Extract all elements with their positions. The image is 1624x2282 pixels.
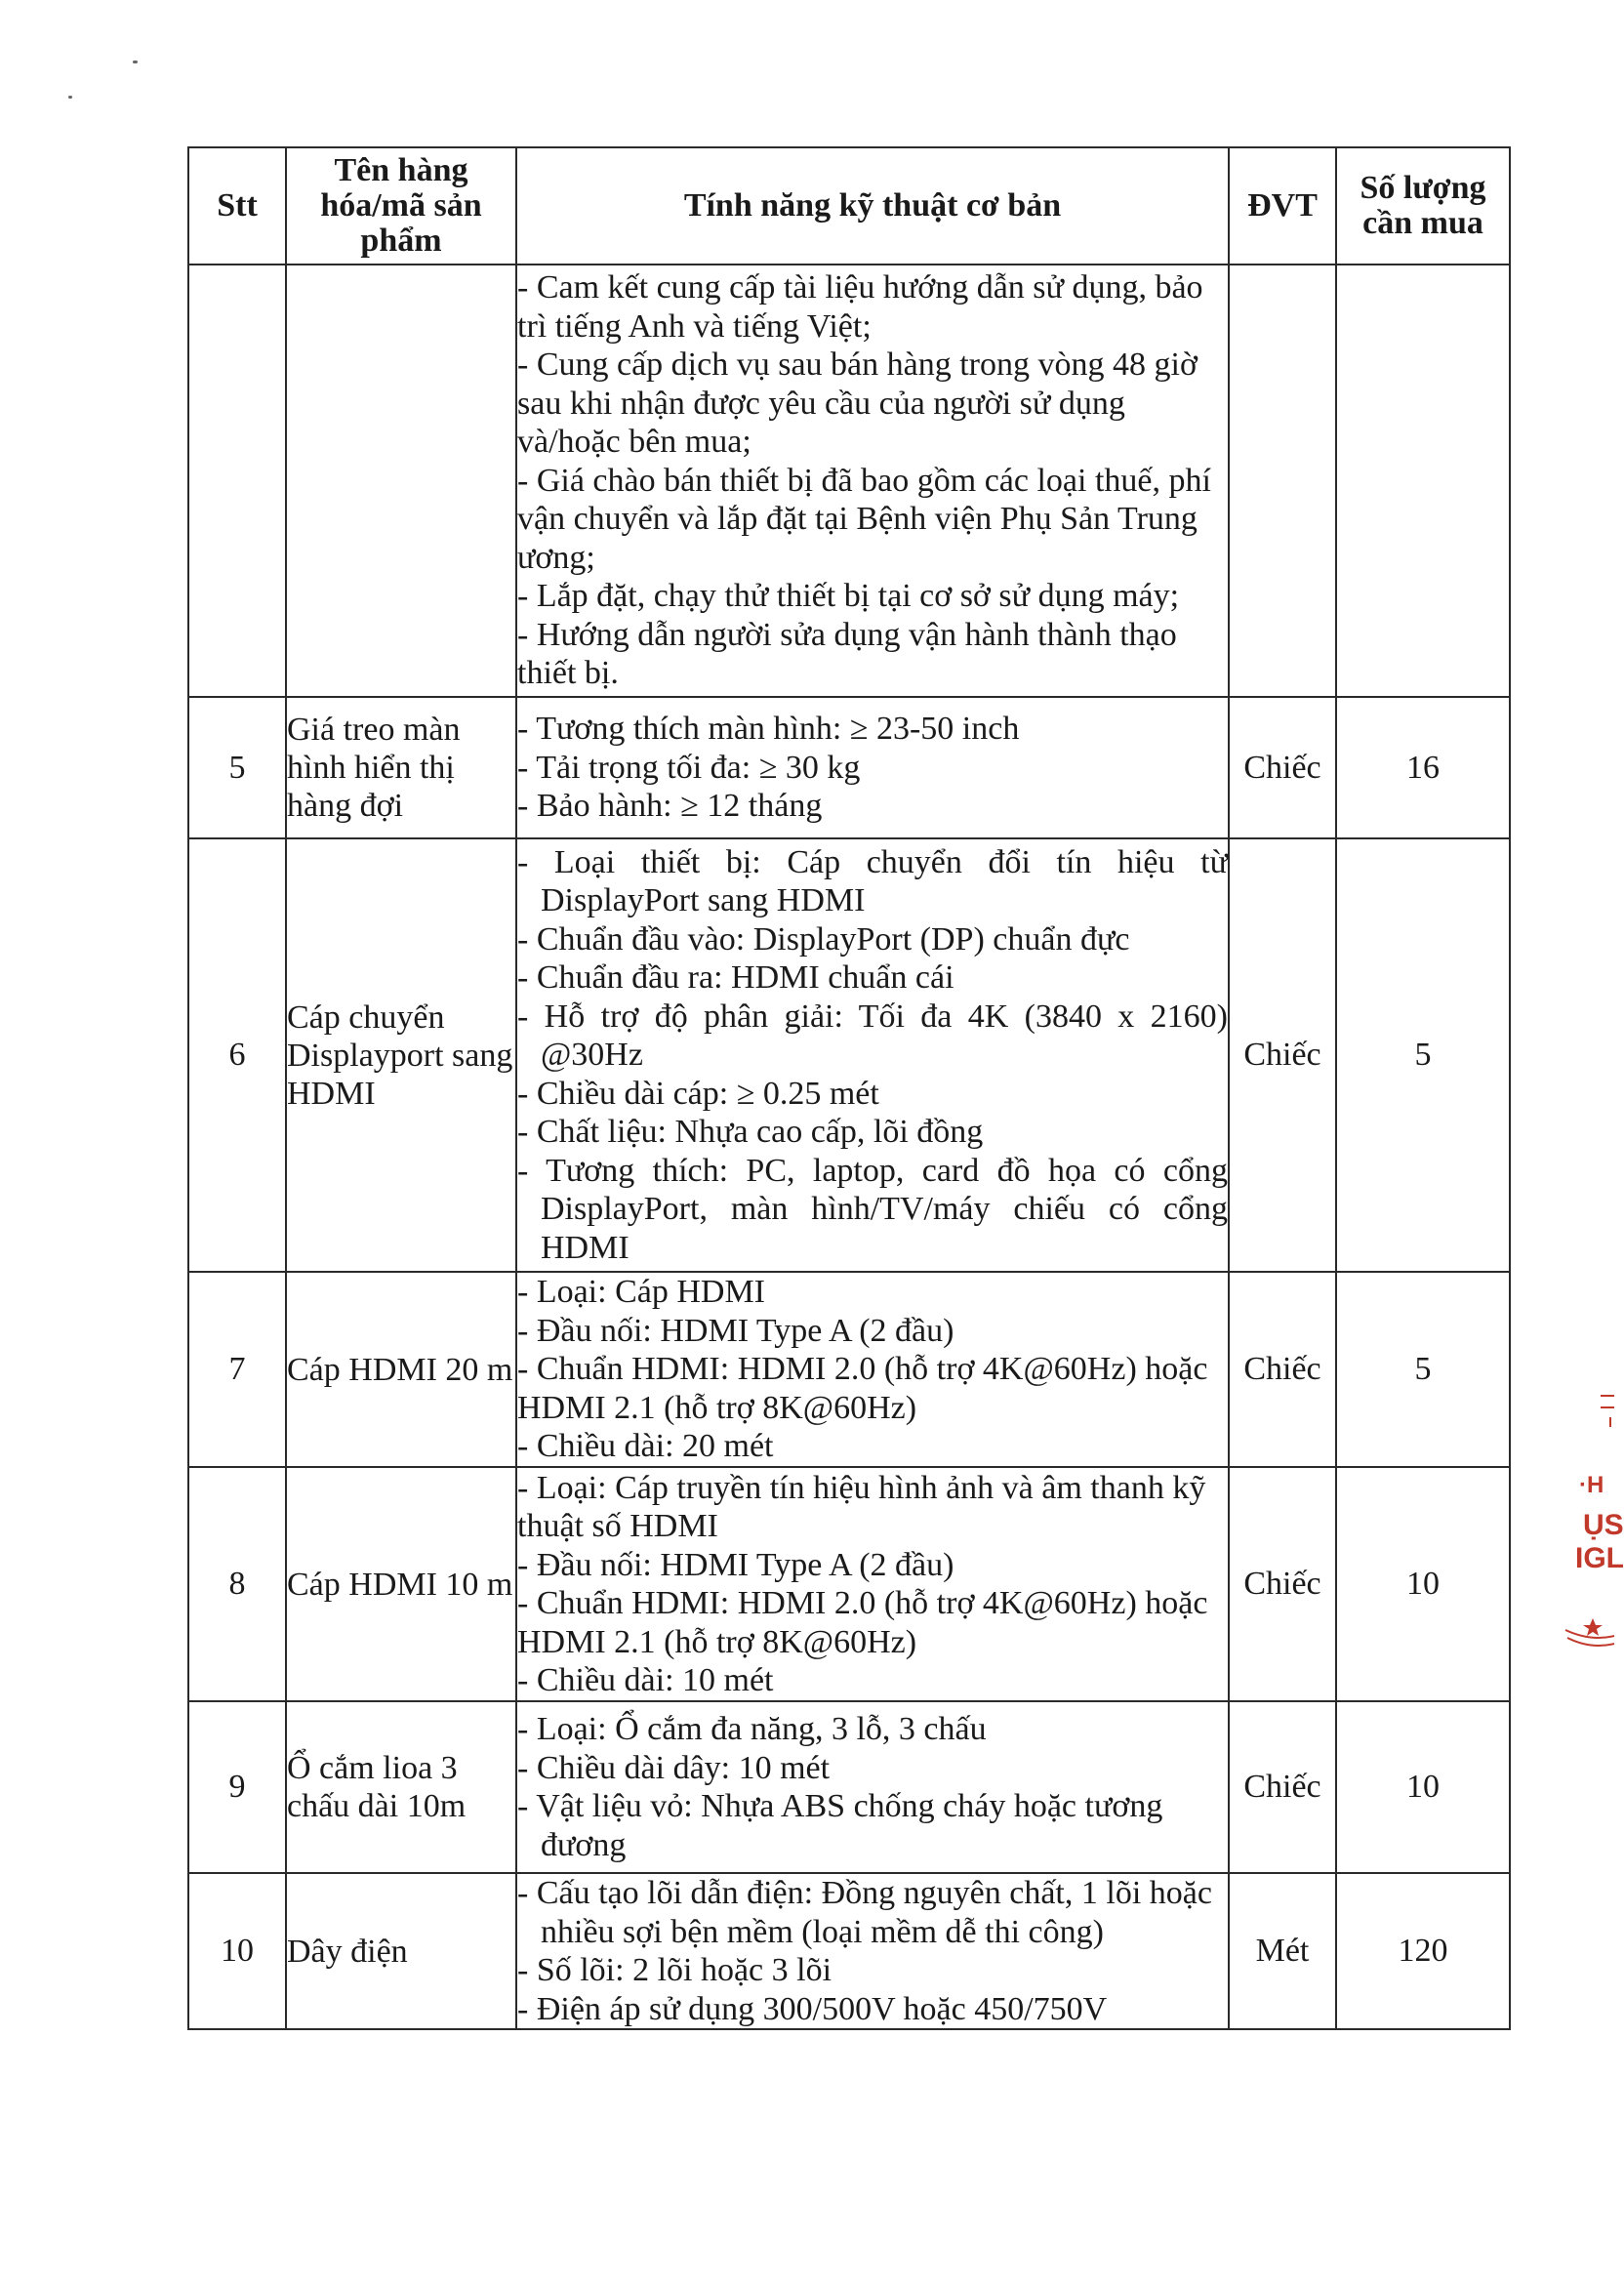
spec-line: - Cấu tạo lõi dẫn điện: Đồng nguyên chất, 1 lõi hoặc nhiều sợi bện mềm (loại mềm dễ thi công) [517, 1875, 1212, 1950]
cell-unit [1229, 265, 1336, 697]
spec-line: - Cung cấp dịch vụ sau bán hàng trong vòng 48 giờ sau khi nhận được yêu cầu của người sử dụng và/hoặc bên mua; [517, 346, 1198, 461]
cell-name: Cáp chuyển Displayport sang HDMI [286, 838, 516, 1272]
spec-line: - Tương thích màn hình: ≥ 23-50 inch [517, 711, 1020, 748]
cell-qty: 5 [1336, 838, 1510, 1272]
spec-line: - Chiều dài: 20 mét [517, 1428, 774, 1465]
spec-line: - Số lõi: 2 lõi hoặc 3 lõi [517, 1952, 832, 1988]
spec-line: - Tương thích: PC, laptop, card đồ họa có cổng DisplayPort, màn hình/TV/máy chiếu có cổng HDMI [517, 1152, 1228, 1266]
cell-stt: 7 [188, 1272, 286, 1467]
spec-line: - Loại thiết bị: Cáp chuyển đổi tín hiệu từ DisplayPort sang HDMI [517, 843, 1228, 919]
cell-name: Ổ cắm lioa 3 chấu dài 10m [286, 1701, 516, 1873]
spec-table [187, 146, 1511, 2030]
stamp-text: ·H [1579, 1472, 1604, 1498]
spec-line: - Lắp đặt, chạy thử thiết bị tại cơ sở sử dụng máy; [517, 578, 1180, 615]
spec-line: - Giá chào bán thiết bị đã bao gồm các loại thuế, phí vận chuyển và lắp đặt tại Bệnh viện Phụ Sản Trung ương; [517, 462, 1211, 576]
spec-line: - Hỗ trợ độ phân giải: Tối đa 4K (3840 x 2160) @30Hz [517, 998, 1228, 1074]
cell-unit: Chiếc [1229, 1701, 1336, 1873]
cell-qty: 5 [1336, 1272, 1510, 1467]
cell-spec [516, 265, 1229, 697]
cell-unit: Mét [1229, 1873, 1336, 2029]
stamp-fragment [1562, 1386, 1624, 1679]
header-spec: Tính năng kỹ thuật cơ bản [516, 147, 1229, 265]
cell-stt [188, 265, 286, 697]
spec-line: - Điện áp sử dụng 300/500V hoặc 450/750V [517, 1990, 1108, 2027]
cell-unit: Chiếc [1229, 838, 1336, 1272]
table-row [188, 1467, 1510, 1701]
spec-line: - Chuẩn đầu vào: DisplayPort (DP) chuẩn đực [517, 920, 1130, 958]
stamp-text: ỤS [1583, 1509, 1624, 1541]
spec-line: - Loại: Cáp HDMI [517, 1274, 766, 1311]
cell-spec [516, 1873, 1229, 2029]
cell-name: Dây điện [286, 1873, 516, 2029]
table-row [188, 1272, 1510, 1467]
cell-qty: 10 [1336, 1467, 1510, 1701]
header-qty: Số lượng cần mua [1336, 147, 1510, 265]
table-header-row [188, 147, 1510, 265]
spec-line: - Hướng dẫn người sửa dụng vận hành thành thạo thiết bị. [517, 616, 1177, 692]
cell-spec [516, 838, 1229, 1272]
scan-speck [133, 61, 138, 63]
spec-line: - Chất liệu: Nhựa cao cấp, lõi đồng [517, 1114, 984, 1151]
spec-line: - Đầu nối: HDMI Type A (2 đầu) [517, 1312, 954, 1349]
spec-line: - Chiều dài cáp: ≥ 0.25 mét [517, 1075, 879, 1112]
spec-line: - Vật liệu vỏ: Nhựa ABS chống cháy hoặc tương đương [517, 1788, 1163, 1863]
cell-spec [516, 697, 1229, 838]
spec-line: - Chuẩn đầu ra: HDMI chuẩn cái [517, 959, 954, 997]
cell-stt: 8 [188, 1467, 286, 1701]
spec-line: - Chiều dài: 10 mét [517, 1662, 774, 1698]
cell-unit: Chiếc [1229, 1467, 1336, 1701]
cell-name: Cáp HDMI 20 m [286, 1272, 516, 1467]
cell-unit: Chiếc [1229, 1272, 1336, 1467]
cell-qty: 10 [1336, 1701, 1510, 1873]
table-row [188, 1873, 1510, 2029]
spec-line: - Cam kết cung cấp tài liệu hướng dẫn sử dụng, bảo trì tiếng Anh và tiếng Việt; [517, 269, 1203, 345]
table-row [188, 838, 1510, 1272]
cell-qty [1336, 265, 1510, 697]
spec-line: - Loại: Ổ cắm đa năng, 3 lỗ, 3 chấu [517, 1711, 987, 1747]
cell-spec [516, 1467, 1229, 1701]
table-row-continuation [188, 265, 1510, 697]
table-row [188, 697, 1510, 838]
spec-line: - Đầu nối: HDMI Type A (2 đầu) [517, 1546, 954, 1583]
spec-line: - Loại: Cáp truyền tín hiệu hình ảnh và âm thanh kỹ thuật số HDMI [517, 1469, 1206, 1544]
header-stt: Stt [188, 147, 286, 265]
cell-stt: 5 [188, 697, 286, 838]
table-row [188, 1701, 1510, 1873]
cell-spec [516, 1272, 1229, 1467]
header-name: Tên hàng hóa/mã sản phẩm [286, 147, 516, 265]
cell-name: Cáp HDMI 10 m [286, 1467, 516, 1701]
spec-line: - Chuẩn HDMI: HDMI 2.0 (hỗ trợ 4K@60Hz) hoặc HDMI 2.1 (hỗ trợ 8K@60Hz) [517, 1351, 1208, 1426]
cell-spec [516, 1701, 1229, 1873]
spec-line: - Bảo hành: ≥ 12 tháng [517, 788, 823, 825]
header-unit: ĐVT [1229, 147, 1336, 265]
cell-name [286, 265, 516, 697]
cell-stt: 10 [188, 1873, 286, 2029]
cell-qty: 16 [1336, 697, 1510, 838]
stamp-text: IGL [1575, 1542, 1624, 1574]
cell-name: Giá treo màn hình hiển thị hàng đợi [286, 697, 516, 838]
cell-unit: Chiếc [1229, 697, 1336, 838]
cell-qty: 120 [1336, 1873, 1510, 2029]
cell-stt: 6 [188, 838, 286, 1272]
spec-line: - Chiều dài dây: 10 mét [517, 1749, 831, 1786]
scan-speck [68, 96, 72, 99]
spec-line: - Tải trọng tối đa: ≥ 30 kg [517, 749, 861, 786]
spec-line: - Chuẩn HDMI: HDMI 2.0 (hỗ trợ 4K@60Hz) hoặc HDMI 2.1 (hỗ trợ 8K@60Hz) [517, 1585, 1208, 1660]
cell-stt: 9 [188, 1701, 286, 1873]
